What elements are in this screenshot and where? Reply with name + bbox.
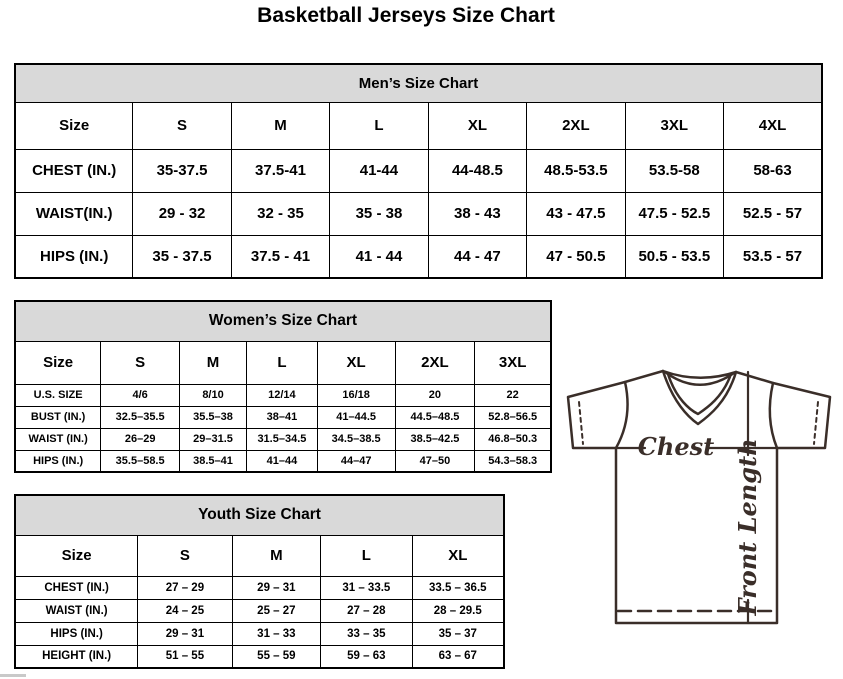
youth-measurement-value: 28 – 29.5 [412, 599, 504, 622]
men-size-header-row [15, 102, 822, 149]
men-measurement-value: 58-63 [724, 149, 822, 192]
men-measurement-value: 53.5-58 [625, 149, 723, 192]
youth-column-header-size: Size [15, 535, 138, 576]
youth-measurement-value: 24 – 25 [138, 599, 232, 622]
youth-size-chart-table [14, 494, 505, 669]
jersey-collar-back-arcs [663, 371, 736, 385]
sleeve-seam-dashed-left [579, 402, 583, 444]
women-column-header-3xl: 3XL [475, 341, 551, 384]
jersey-outline-path [568, 371, 830, 623]
youth-column-header-s: S [138, 535, 232, 576]
women-measurement-value: 38.5–42.5 [395, 428, 475, 450]
women-measurement-value: 35.5–38 [180, 406, 247, 428]
women-column-header-m: M [180, 341, 247, 384]
women-measurement-value: 38.5–41 [180, 450, 247, 472]
men-measurement-row [15, 149, 822, 192]
youth-column-header-m: M [232, 535, 321, 576]
men-measurement-value: 44 - 47 [428, 235, 526, 278]
jersey-armhole-left [616, 382, 628, 448]
women-measurement-row [15, 384, 551, 406]
youth-column-header-l: L [321, 535, 412, 576]
men-measurement-row [15, 192, 822, 235]
women-column-header-l: L [247, 341, 318, 384]
youth-column-header-xl: XL [412, 535, 504, 576]
women-size-header-row [15, 341, 551, 384]
women-section-row [15, 301, 551, 341]
women-measurement-value: 38–41 [247, 406, 318, 428]
women-measurement-value: 29–31.5 [180, 428, 247, 450]
women-measurement-value: 41–44 [247, 450, 318, 472]
youth-row-label: HIPS (IN.) [15, 622, 138, 645]
men-row-label: CHEST (IN.) [15, 149, 133, 192]
women-row-label: U.S. SIZE [15, 384, 101, 406]
women-measurement-value: 34.5–38.5 [317, 428, 395, 450]
men-column-header-3xl: 3XL [625, 102, 723, 149]
women-measurement-value: 44.5–48.5 [395, 406, 475, 428]
women-column-header-s: S [101, 341, 180, 384]
men-column-header-4xl: 4XL [724, 102, 822, 149]
youth-measurement-value: 33.5 – 36.5 [412, 576, 504, 599]
youth-measurement-value: 27 – 28 [321, 599, 412, 622]
jersey-armhole-right [770, 383, 777, 448]
men-measurement-value: 53.5 - 57 [724, 235, 822, 278]
youth-measurement-value: 33 – 35 [321, 622, 412, 645]
men-measurement-value: 50.5 - 53.5 [625, 235, 723, 278]
women-measurement-value: 54.3–58.3 [475, 450, 551, 472]
women-measurement-value: 4/6 [101, 384, 180, 406]
women-measurement-row [15, 428, 551, 450]
men-measurement-row [15, 235, 822, 278]
youth-measurement-row [15, 645, 504, 668]
womens-size-chart-table [14, 300, 552, 473]
men-row-label: WAIST(IN.) [15, 192, 133, 235]
women-measurement-value: 46.8–50.3 [475, 428, 551, 450]
men-measurement-value: 43 - 47.5 [527, 192, 625, 235]
women-measurement-value: 31.5–34.5 [247, 428, 318, 450]
youth-row-label: HEIGHT (IN.) [15, 645, 138, 668]
women-measurement-value: 26–29 [101, 428, 180, 450]
sleeve-seam-dashed-right [814, 402, 818, 444]
bottom-left-artifact [0, 674, 26, 677]
women-measurement-value: 44–47 [317, 450, 395, 472]
men-row-label: HIPS (IN.) [15, 235, 133, 278]
men-measurement-value: 47.5 - 52.5 [625, 192, 723, 235]
women-row-label: BUST (IN.) [15, 406, 101, 428]
men-column-header-size: Size [15, 102, 133, 149]
women-row-label: WAIST (IN.) [15, 428, 101, 450]
youth-measurement-value: 27 – 29 [138, 576, 232, 599]
men-measurement-value: 44-48.5 [428, 149, 526, 192]
page-title: Basketball Jerseys Size Chart [257, 4, 555, 27]
youth-measurement-value: 35 – 37 [412, 622, 504, 645]
women-column-header-size: Size [15, 341, 101, 384]
men-measurement-value: 35 - 38 [330, 192, 428, 235]
youth-measurement-value: 31 – 33.5 [321, 576, 412, 599]
youth-measurement-row [15, 576, 504, 599]
men-column-header-2xl: 2XL [527, 102, 625, 149]
men-column-header-s: S [133, 102, 231, 149]
women-column-header-2xl: 2XL [395, 341, 475, 384]
men-measurement-value: 47 - 50.5 [527, 235, 625, 278]
women-measurement-value: 12/14 [247, 384, 318, 406]
women-measurement-value: 32.5–35.5 [101, 406, 180, 428]
men-measurement-value: 35 - 37.5 [133, 235, 231, 278]
youth-section-row [15, 495, 504, 535]
women-measurement-value: 41–44.5 [317, 406, 395, 428]
men-measurement-value: 48.5-53.5 [527, 149, 625, 192]
women-measurement-value: 47–50 [395, 450, 475, 472]
women-measurement-value: 52.8–56.5 [475, 406, 551, 428]
youth-row-label: CHEST (IN.) [15, 576, 138, 599]
men-section-row [15, 64, 822, 102]
men-measurement-value: 38 - 43 [428, 192, 526, 235]
women-measurement-row [15, 406, 551, 428]
youth-size-header-row [15, 535, 504, 576]
women-measurement-value: 22 [475, 384, 551, 406]
youth-row-label: WAIST (IN.) [15, 599, 138, 622]
men-measurement-value: 41-44 [330, 149, 428, 192]
chest-label: Chest [637, 432, 715, 461]
men-measurement-value: 37.5-41 [231, 149, 329, 192]
youth-measurement-row [15, 599, 504, 622]
men-column-header-xl: XL [428, 102, 526, 149]
youth-measurement-value: 63 – 67 [412, 645, 504, 668]
youth-measurement-value: 51 – 55 [138, 645, 232, 668]
men-measurement-value: 37.5 - 41 [231, 235, 329, 278]
women-measurement-value: 20 [395, 384, 475, 406]
youth-measurement-row [15, 622, 504, 645]
front-length-label: Front Length [733, 438, 762, 616]
youth-measurement-value: 25 – 27 [232, 599, 321, 622]
women-measurement-value: 8/10 [180, 384, 247, 406]
youth-measurement-value: 29 – 31 [138, 622, 232, 645]
men-measurement-value: 32 - 35 [231, 192, 329, 235]
women-measurement-value: 35.5–58.5 [101, 450, 180, 472]
women-section-title: Women’s Size Chart [15, 301, 551, 341]
men-measurement-value: 41 - 44 [330, 235, 428, 278]
women-column-header-xl: XL [317, 341, 395, 384]
men-column-header-m: M [231, 102, 329, 149]
men-measurement-value: 35-37.5 [133, 149, 231, 192]
women-measurement-row [15, 450, 551, 472]
mens-size-chart-table [14, 63, 823, 279]
youth-measurement-value: 55 – 59 [232, 645, 321, 668]
men-column-header-l: L [330, 102, 428, 149]
jersey-measurement-diagram [555, 360, 843, 679]
youth-measurement-value: 59 – 63 [321, 645, 412, 668]
women-measurement-value: 16/18 [317, 384, 395, 406]
men-measurement-value: 52.5 - 57 [724, 192, 822, 235]
youth-measurement-value: 31 – 33 [232, 622, 321, 645]
women-row-label: HIPS (IN.) [15, 450, 101, 472]
youth-section-title: Youth Size Chart [15, 495, 504, 535]
men-section-title: Men’s Size Chart [15, 64, 822, 102]
men-measurement-value: 29 - 32 [133, 192, 231, 235]
youth-measurement-value: 29 – 31 [232, 576, 321, 599]
